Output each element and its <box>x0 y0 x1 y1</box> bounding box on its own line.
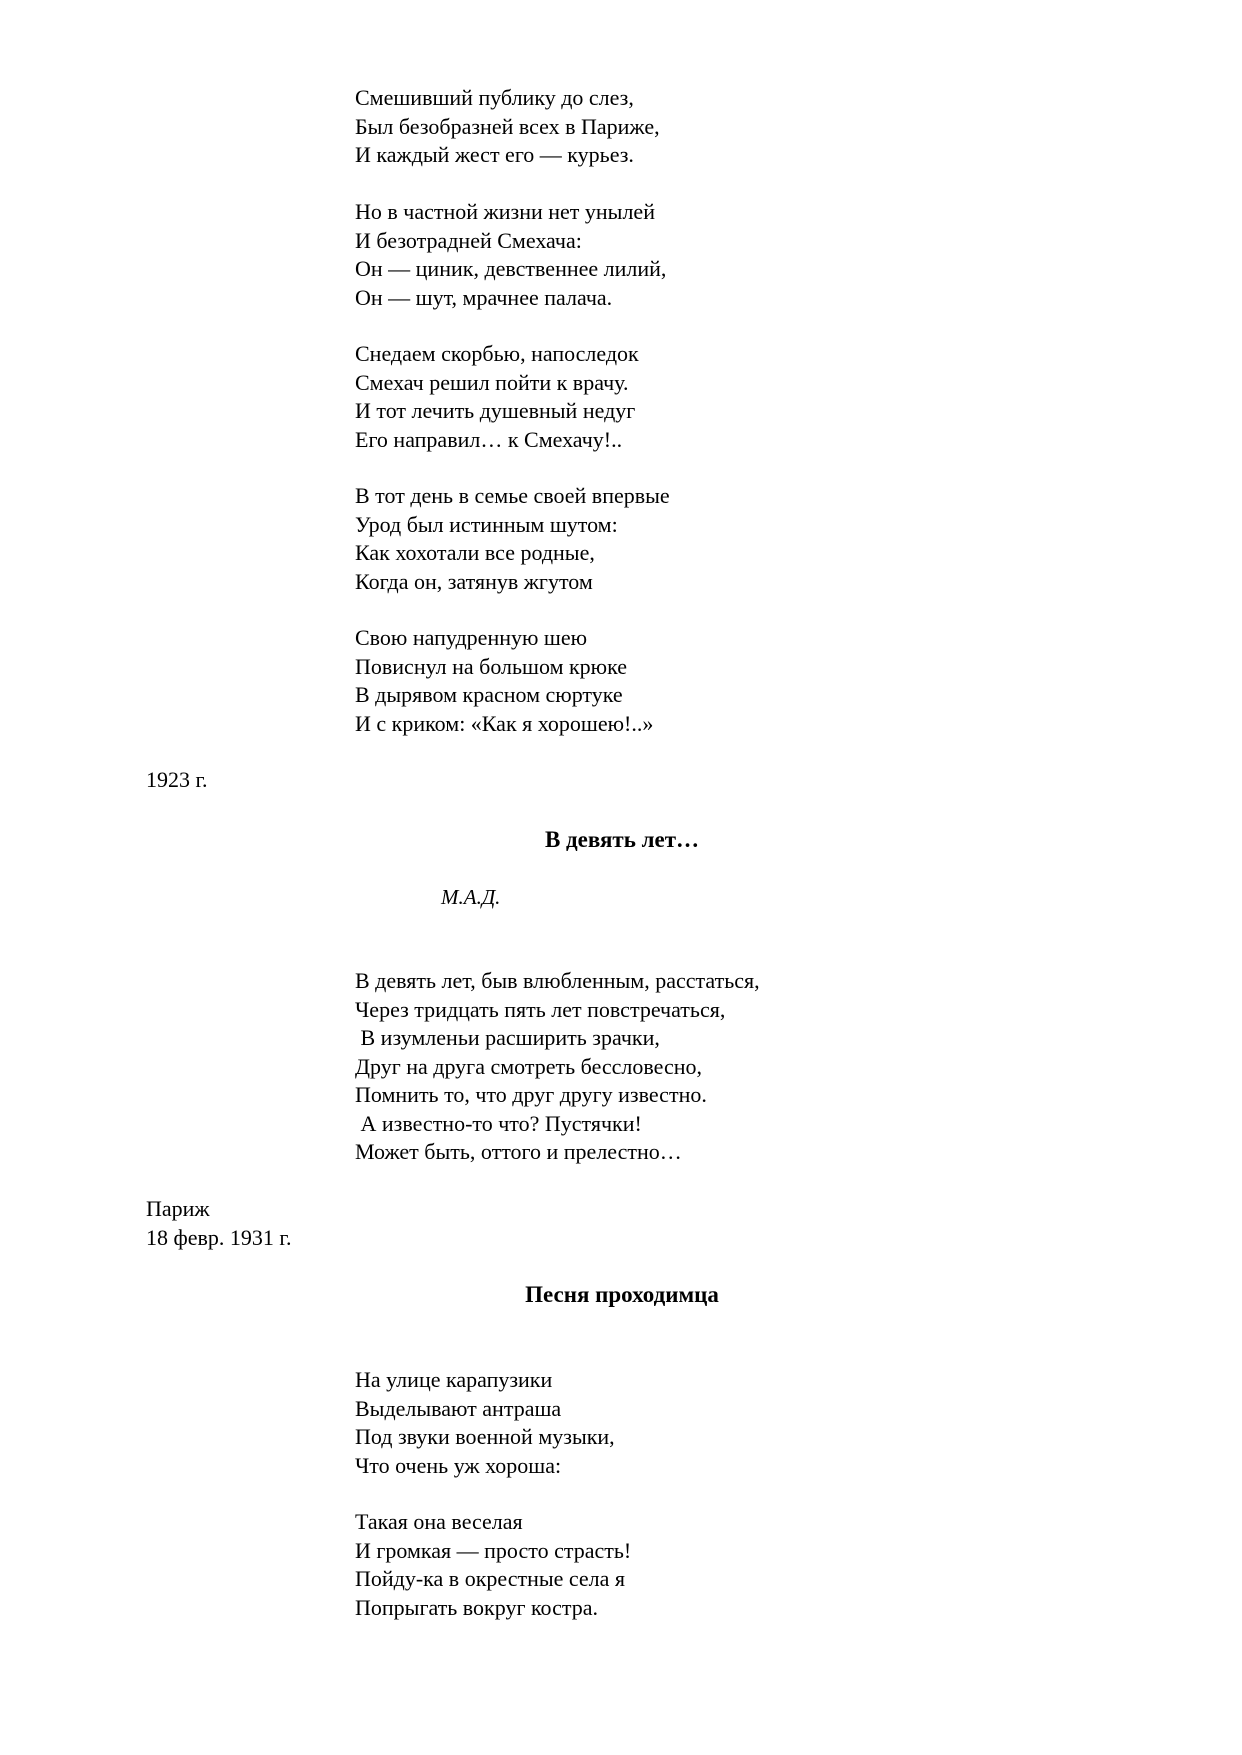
verse-line: Повиснул на большом крюке <box>355 653 628 679</box>
verse-line: Как хохотали все родные, <box>355 540 595 565</box>
verse-line: Он — шут, мрачнее палача. <box>355 284 613 310</box>
verse-line: Выделывают антраша <box>355 1395 562 1421</box>
verse-line: Был безобразней всех в Париже, <box>355 113 660 139</box>
verse-line: Его направил… к Смехачу!.. <box>355 426 623 452</box>
verse-line: И громкая — просто страсть! <box>355 1537 632 1563</box>
verse-line: Снедаем скорбью, напоследок <box>355 341 639 366</box>
verse-line: Через тридцать пять лет повстречаться, <box>355 996 726 1022</box>
verse-line: В дырявом красном сюртуке <box>355 682 623 707</box>
poem2-stanza <box>355 967 760 1167</box>
poem3-title: Песня проходимца <box>525 1282 719 1307</box>
verse-line: И безотрадней Смехача: <box>355 227 582 253</box>
poem1-stanza-1 <box>355 84 660 170</box>
verse-line: Что очень уж хороша: <box>355 1452 562 1478</box>
verse-line: В тот день в семье своей впервые <box>355 483 670 508</box>
poem3-stanza-1 <box>355 1366 615 1480</box>
verse-line: И каждый жест его — курьез. <box>355 142 634 167</box>
verse-line: На улице карапузики <box>355 1367 553 1392</box>
verse-line: Свою напудренную шею <box>355 625 588 650</box>
verse-line: Друг на друга смотреть бессловесно, <box>355 1053 702 1079</box>
verse-line: Смешивший публику до слез, <box>355 85 634 110</box>
poem1-stanza-2 <box>355 198 666 312</box>
verse-line: А известно-то что? Пустячки! <box>355 1110 642 1136</box>
verse-line: Смехач решил пойти к врачу. <box>355 369 629 395</box>
verse-line: Он — циник, девственнее лилий, <box>355 256 667 281</box>
poem2-title: В девять лет… <box>544 827 700 852</box>
verse-line: В девять лет, быв влюбленным, расстаться, <box>355 968 760 993</box>
poem1-date: 1923 г. <box>146 767 208 792</box>
verse-line: В изумленьи расширить зрачки, <box>355 1025 660 1050</box>
verse-line: И тот лечить душевный недуг <box>355 398 636 423</box>
poem2-date: 18 февр. 1931 г. <box>146 1225 292 1250</box>
verse-line: Под звуки военной музыки, <box>355 1424 615 1449</box>
poem1-stanza-5 <box>355 624 653 738</box>
poem1-stanza-3 <box>355 340 639 454</box>
poem3-stanza-2 <box>355 1508 631 1622</box>
verse-line: И с криком: «Как я хорошею!..» <box>355 710 654 736</box>
poem2-dedication: М.А.Д. <box>441 885 501 909</box>
verse-line: Такая она веселая <box>355 1509 523 1534</box>
poem1-stanza-4 <box>355 482 670 596</box>
verse-line: Урод был истинным шутом: <box>355 511 618 537</box>
verse-line: Помнить то, что друг другу известно. <box>355 1082 707 1107</box>
verse-line: Попрыгать вокруг костра. <box>355 1594 598 1620</box>
verse-line: Но в частной жизни нет унылей <box>355 199 655 224</box>
verse-line: Когда он, затянув жгутом <box>355 568 593 594</box>
verse-line: Может быть, оттого и прелестно… <box>355 1139 682 1164</box>
poem2-place: Париж <box>146 1196 210 1221</box>
verse-line: Пойду-ка в окрестные села я <box>355 1566 626 1591</box>
